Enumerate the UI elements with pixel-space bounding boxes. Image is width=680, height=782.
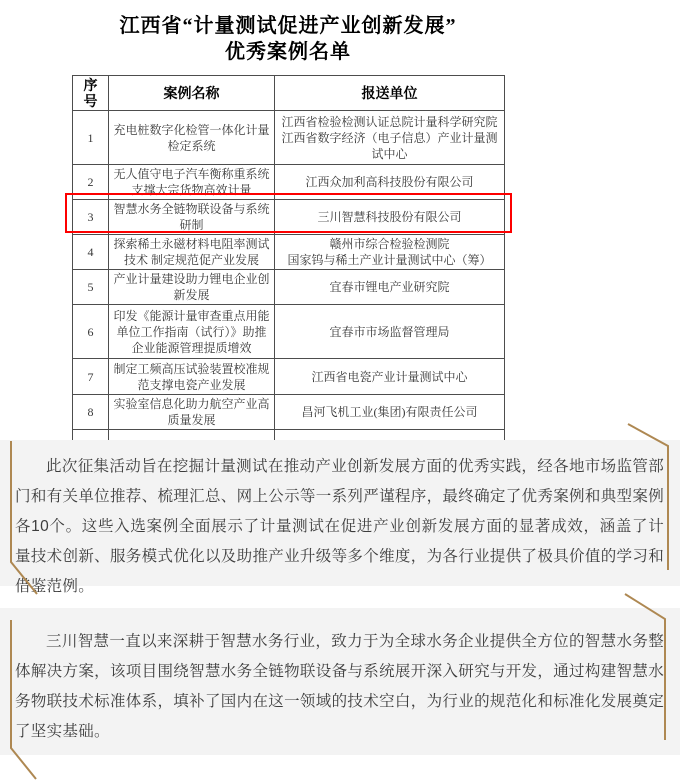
page-title-line-2: 优秀案例名单 [225,41,351,63]
cell-empty [109,430,275,440]
quote-block-summary [0,440,680,595]
cell-unit [275,235,505,270]
unit-line: 江西省检验检测认证总院计量科学研究院 [281,114,498,129]
cell-no: 3 [73,200,109,235]
unit-line: 宜春市市场监督管理局 [329,324,450,339]
cell-empty [73,430,109,440]
cell-case-name: 印发《能源计量审查重点用能单位工作指南（试行）》助推企业能源管理提质增效 [109,305,275,359]
quote-block-company [0,608,680,755]
header-cell-name: 案例名称 [109,76,275,111]
table-row [73,111,505,165]
cell-case-name: 充电桩数字化检管一体化计量检定系统 [109,111,275,165]
cell-no: 1 [73,111,109,165]
table-row [73,270,505,305]
summary-paragraph: 此次征集活动旨在挖掘计量测试在推动产业创新发展方面的优秀实践，经各地市场监管部门和有关单位推荐、梳理汇总、网上公示等一系列严谨程序，最终确定了优秀案例和典型案例各10个。这些入选案例全面展示了计量测试在促进产业创新发展方面的显著成效，涵盖了计量技术创新、服务模式优化以及助推产业升级等多个维度，为各行业提供了极具价值的学习和借鉴范例。 [15,458,664,595]
table-row [73,305,505,359]
company-paragraph: 三川智慧一直以来深耕于智慧水务行业，致力于为全球水务企业提供全方位的智慧水务整体解决方案，该项目围绕智慧水务全链物联设备与系统展开深入研究与开发，通过构建智慧水务物联技术标准体系，填补了国内在这一领域的技术空白，为行业的规范化和标准化发展奠定了坚实基础。 [15,633,664,740]
table-header-row [73,76,505,111]
cell-case-name: 智慧水务全链物联设备与系统研制 [109,200,275,235]
table-row-highlighted [73,200,505,235]
table-row [73,235,505,270]
unit-line: 国家钨与稀土产业计量测试中心（筹） [287,253,492,267]
cell-case-name: 实验室信息化助力航空产业高质量发展 [109,395,275,430]
unit-line: 江西省数字经济（电子信息）产业计量测试中心 [281,130,498,161]
table-row [73,165,505,200]
cell-unit [275,359,505,395]
cell-case-name: 无人值守电子汽车衡称重系统支撑大宗货物高效计量 [109,165,275,200]
cell-no: 7 [73,359,109,395]
cell-no: 5 [73,270,109,305]
cell-no: 4 [73,235,109,270]
header-cell-no: 序号 [73,76,109,111]
cell-case-name: 产业计量建设助力锂电企业创新发展 [109,270,275,305]
table-row [73,359,505,395]
unit-line: 三川智慧科技股份有限公司 [317,210,462,224]
cell-no: 8 [73,395,109,430]
table-row [73,395,505,430]
cell-unit [275,395,505,430]
cell-unit [275,200,505,235]
table-row-cutoff [73,430,505,440]
unit-line: 宜春市锂电产业研究院 [329,280,450,294]
cases-table [72,75,505,440]
cell-case-name: 制定工频高压试验装置校准规范支撑电瓷产业发展 [109,359,275,395]
cell-unit [275,270,505,305]
header-cell-unit: 报送单位 [275,76,505,111]
cell-empty [275,430,505,440]
cell-no: 2 [73,165,109,200]
unit-line: 江西省电瓷产业计量测试中心 [311,369,468,384]
unit-line: 赣州市综合检验检测院 [329,237,450,251]
cell-no: 6 [73,305,109,359]
cell-unit [275,165,505,200]
cell-unit [275,305,505,359]
page-title-line-1: 江西省“计量测试促进产业创新发展” [119,15,457,37]
unit-line: 江西众加利高科技股份有限公司 [305,175,474,189]
cases-table-wrap [72,75,504,440]
unit-line: 昌河飞机工业(集团)有限责任公司 [301,405,478,419]
cell-unit [275,111,505,165]
page-title [0,13,576,65]
cell-case-name: 探索稀土永磁材料电阻率测试技术 制定规范促产业发展 [109,235,275,270]
